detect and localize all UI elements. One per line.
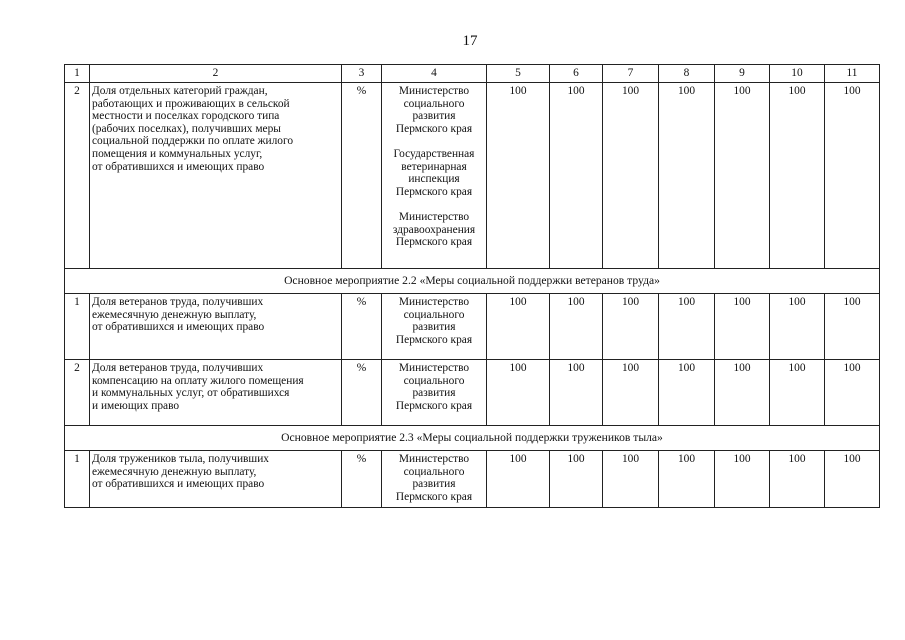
org-line: социального — [403, 97, 465, 110]
value-cell: 100 — [715, 360, 770, 426]
value-cell: 100 — [603, 83, 659, 269]
section-row — [65, 426, 880, 451]
value-cell: 100 — [715, 83, 770, 269]
org-line: развития — [412, 478, 456, 491]
table-row — [65, 83, 880, 269]
row-number: 1 — [65, 294, 90, 360]
header-cell: 9 — [715, 65, 770, 83]
indicator-line: Доля отдельных категорий граждан, — [92, 85, 268, 97]
indicator-line: ежемесячную денежную выплату, — [92, 465, 257, 478]
value-cell: 100 — [715, 451, 770, 508]
org-line: Пермского края — [395, 333, 473, 346]
section-title: Основное мероприятие 2.2 «Меры социальной поддержки ветеранов труда» — [65, 269, 880, 294]
header-cell: 7 — [603, 65, 659, 83]
org-line: Пермского края — [395, 490, 473, 503]
value-cell: 100 — [487, 360, 550, 426]
org-block — [383, 85, 485, 135]
value-cell: 100 — [487, 451, 550, 508]
value-cell: 100 — [715, 294, 770, 360]
value-cell: 100 — [825, 294, 880, 360]
value-cell: 100 — [659, 360, 715, 426]
org-line: Министерство — [398, 296, 470, 308]
indicator-line: от обратившихся и имеющих право — [92, 478, 265, 491]
org-block — [383, 211, 485, 249]
org-block — [383, 453, 485, 503]
value-cell: 100 — [659, 294, 715, 360]
value-cell: 100 — [603, 294, 659, 360]
value-cell: 100 — [825, 360, 880, 426]
indicator-line: помещения и коммунальных услуг, — [92, 147, 263, 160]
header-cell: 8 — [659, 65, 715, 83]
responsible-org — [382, 451, 487, 508]
value-cell: 100 — [770, 83, 825, 269]
org-line: Министерство — [398, 85, 470, 97]
indicator-line: ежемесячную денежную выплату, — [92, 308, 257, 321]
header-cell: 6 — [550, 65, 603, 83]
section-title: Основное мероприятие 2.3 «Меры социальной поддержки тружеников тыла» — [65, 426, 880, 451]
org-line: ветеринарная — [401, 160, 467, 173]
org-line: Пермского края — [395, 236, 473, 249]
value-cell: 100 — [550, 294, 603, 360]
value-cell: 100 — [603, 451, 659, 508]
indicator-line: от обратившихся и имеющих право — [92, 160, 265, 173]
value-cell: 100 — [770, 451, 825, 508]
org-block — [383, 148, 485, 198]
header-cell: 4 — [382, 65, 487, 83]
unit: % — [342, 83, 382, 269]
header-cell: 2 — [90, 65, 342, 83]
indicator-name — [90, 294, 342, 360]
indicator-name — [90, 83, 342, 269]
header-cell: 3 — [342, 65, 382, 83]
org-line: Пермского края — [395, 185, 473, 198]
org-line: Министерство — [398, 453, 470, 465]
org-line: развития — [412, 387, 456, 400]
header-cell: 5 — [487, 65, 550, 83]
org-line: социального — [403, 465, 465, 478]
indicator-name — [90, 451, 342, 508]
indicator-line: (рабочих поселках), получивших меры — [92, 122, 281, 135]
responsible-org — [382, 294, 487, 360]
header-cell: 1 — [65, 65, 90, 83]
table-row — [65, 451, 880, 508]
org-line: Государственная — [393, 147, 475, 160]
header-row — [65, 65, 880, 83]
indicator-line: Доля ветеранов труда, получивших — [92, 362, 264, 374]
row-number: 2 — [65, 83, 90, 269]
indicator-line: от обратившихся и имеющих право — [92, 321, 265, 334]
value-cell: 100 — [770, 294, 825, 360]
value-cell: 100 — [550, 83, 603, 269]
indicator-line: Доля тружеников тыла, получивших — [92, 453, 269, 465]
org-line: развития — [412, 110, 456, 123]
indicators-table — [64, 64, 880, 508]
row-number: 2 — [65, 360, 90, 426]
org-line: социального — [403, 374, 465, 387]
org-line: Пермского края — [395, 122, 473, 135]
unit: % — [342, 294, 382, 360]
value-cell: 100 — [825, 451, 880, 508]
value-cell: 100 — [659, 451, 715, 508]
unit: % — [342, 360, 382, 426]
value-cell: 100 — [550, 360, 603, 426]
page-number: 17 — [462, 33, 478, 49]
section-row — [65, 269, 880, 294]
value-cell: 100 — [825, 83, 880, 269]
org-line: социального — [403, 308, 465, 321]
org-line: инспекция — [408, 173, 460, 186]
table-row — [65, 360, 880, 426]
value-cell: 100 — [550, 451, 603, 508]
org-line: Министерство — [398, 362, 470, 374]
responsible-org — [382, 360, 487, 426]
org-line: Пермского края — [395, 399, 473, 412]
header-cell: 10 — [770, 65, 825, 83]
value-cell: 100 — [487, 294, 550, 360]
unit: % — [342, 451, 382, 508]
indicator-line: социальной поддержки по оплате жилого — [92, 135, 294, 148]
org-block — [383, 362, 485, 412]
indicator-line: местности и поселках городского типа — [92, 110, 280, 123]
header-cell: 11 — [825, 65, 880, 83]
indicator-line: работающих и проживающих в сельской — [92, 97, 290, 110]
value-cell: 100 — [659, 83, 715, 269]
indicator-line: компенсацию на оплату жилого помещения — [92, 374, 304, 387]
table-row — [65, 294, 880, 360]
indicator-line: и коммунальных услуг, от обратившихся — [92, 387, 290, 400]
value-cell: 100 — [487, 83, 550, 269]
org-line: развития — [412, 321, 456, 334]
value-cell: 100 — [603, 360, 659, 426]
responsible-org — [382, 83, 487, 269]
indicator-line: Доля ветеранов труда, получивших — [92, 296, 264, 308]
value-cell: 100 — [770, 360, 825, 426]
indicator-line: и имеющих право — [92, 399, 180, 412]
org-line: здравоохранения — [392, 223, 476, 236]
org-block — [383, 296, 485, 346]
row-number: 1 — [65, 451, 90, 508]
org-line: Министерство — [398, 210, 470, 223]
indicator-name — [90, 360, 342, 426]
